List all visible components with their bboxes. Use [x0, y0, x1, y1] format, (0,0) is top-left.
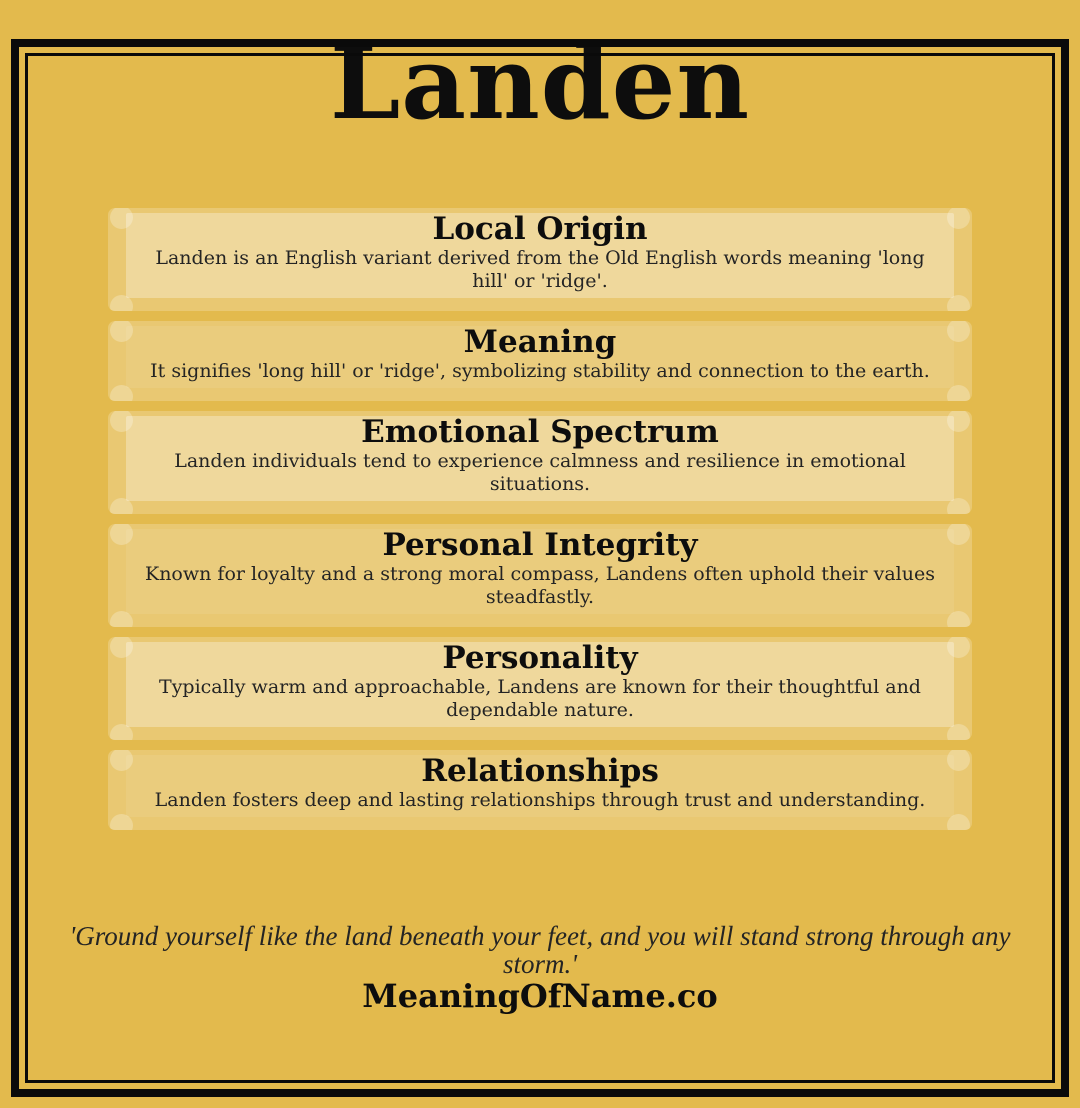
card-title: Personal Integrity — [382, 527, 698, 563]
card-panel — [126, 642, 954, 727]
card-local-origin — [108, 208, 972, 311]
card-relationships — [108, 750, 972, 830]
card-emotional-spectrum — [108, 411, 972, 514]
card-body: Known for loyalty and a strong moral compass, Landens often uphold their values steadfastly. — [145, 563, 935, 608]
card-panel — [126, 529, 954, 614]
card-panel — [126, 326, 954, 388]
card-body: Landen individuals tend to experience calmness and resilience in emotional situations. — [174, 450, 906, 495]
card-body: Typically warm and approachable, Landens are known for their thoughtful and dependable nature. — [159, 676, 921, 721]
card-title: Local Origin — [432, 211, 648, 247]
card-panel — [126, 213, 954, 298]
corner-rivet-icon — [947, 750, 970, 771]
quote-text: 'Ground yourself like the land beneath your feet, and you will stand strong through any storm.' — [69, 921, 1011, 979]
card-meaning — [108, 321, 972, 401]
corner-rivet-icon — [947, 295, 970, 311]
card-panel — [126, 416, 954, 501]
card-title: Personality — [442, 640, 638, 676]
corner-rivet-icon — [947, 611, 970, 627]
corner-rivet-icon — [947, 637, 970, 658]
card-body: Landen fosters deep and lasting relationships through trust and understanding. — [154, 789, 926, 811]
card-panel — [126, 755, 954, 817]
corner-rivet-icon — [947, 411, 970, 432]
corner-rivet-icon — [947, 385, 970, 401]
corner-rivet-icon — [110, 295, 133, 311]
corner-rivet-icon — [947, 814, 970, 830]
card-body: It signifies 'long hill' or 'ridge', symbolizing stability and connection to the earth. — [150, 360, 930, 382]
card-title: Emotional Spectrum — [361, 414, 719, 450]
card-body: Landen is an English variant derived from the Old English words meaning 'long hill' or 'ridge'. — [155, 247, 925, 292]
card-personal-integrity — [108, 524, 972, 627]
card-personality — [108, 637, 972, 740]
corner-rivet-icon — [947, 208, 970, 229]
site-name: MeaningOfName.co — [362, 977, 718, 1015]
corner-rivet-icon — [110, 498, 133, 514]
corner-rivet-icon — [947, 524, 970, 545]
cards-list — [108, 208, 972, 830]
corner-rivet-icon — [947, 498, 970, 514]
card-title: Meaning — [463, 324, 617, 360]
corner-rivet-icon — [947, 724, 970, 740]
page-title: Landen — [329, 24, 751, 142]
corner-rivet-icon — [110, 385, 133, 401]
corner-rivet-icon — [947, 321, 970, 342]
corner-rivet-icon — [110, 814, 133, 830]
corner-rivet-icon — [110, 724, 133, 740]
card-title: Relationships — [421, 753, 659, 789]
corner-rivet-icon — [110, 611, 133, 627]
